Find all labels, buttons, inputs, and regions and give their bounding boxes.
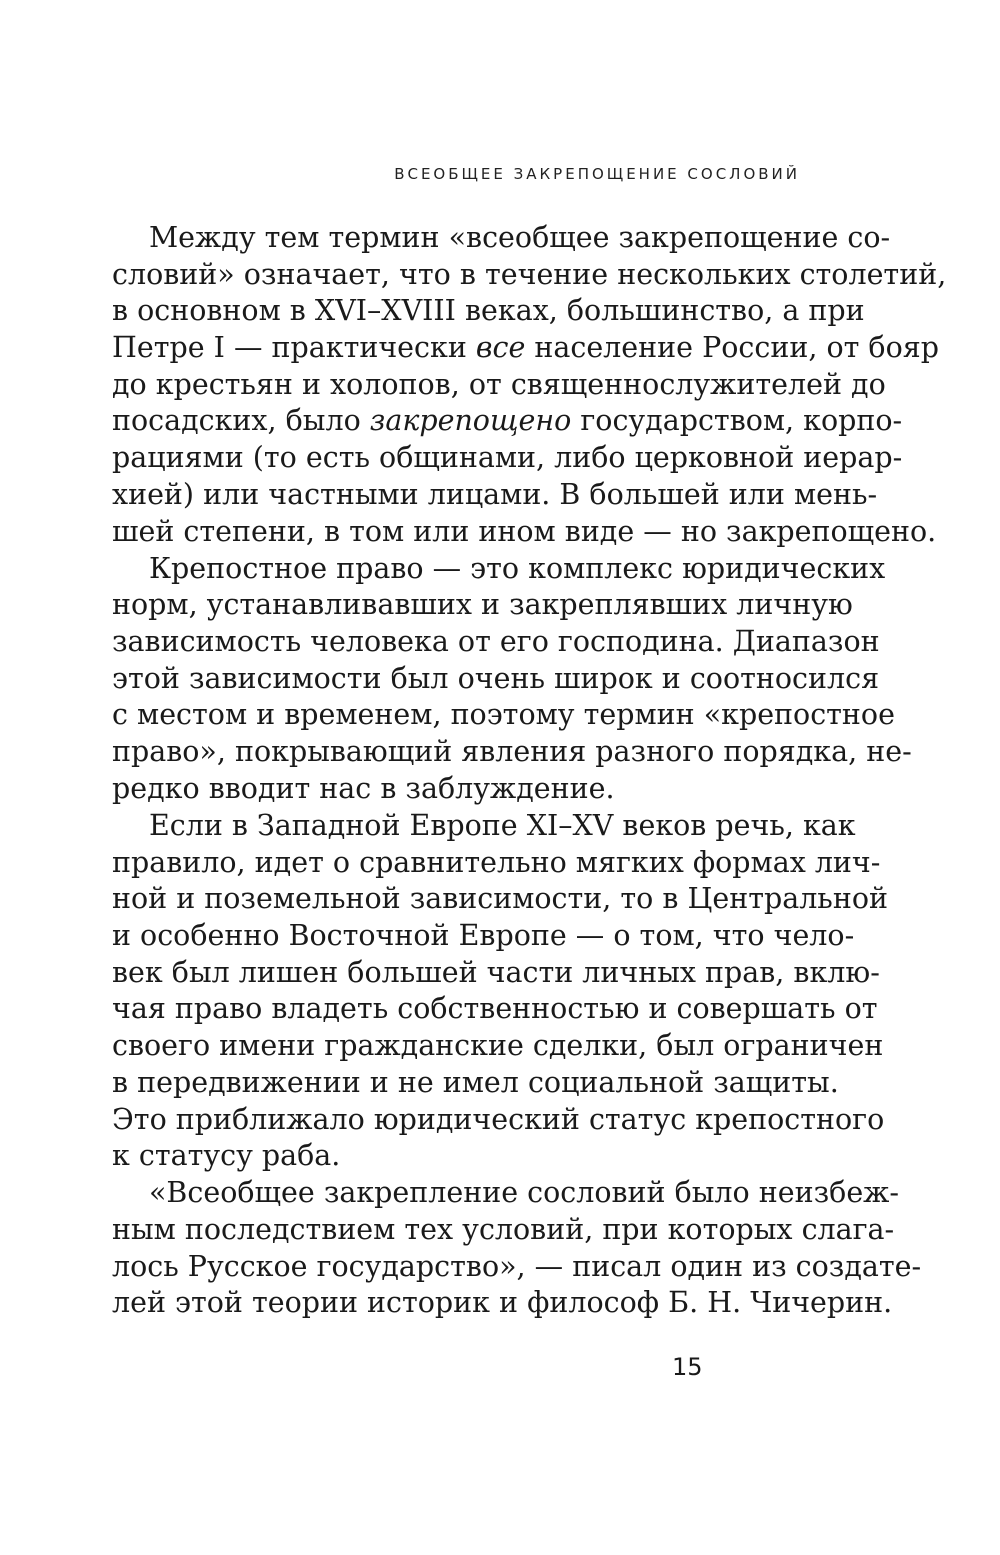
text-line (112, 918, 855, 955)
text-line (112, 1175, 900, 1212)
text-run: этой зависимости был очень широк и соотносился (112, 661, 880, 695)
text-line (112, 293, 865, 330)
text-line (112, 1138, 802, 1175)
emphasis: закрепощено (369, 404, 572, 438)
text-line (112, 587, 853, 624)
text-run: ной и поземельной зависимости, то в Центральной (112, 882, 888, 916)
text-line (112, 220, 891, 257)
text-run: право», покрывающий явления разного порядка, не- (112, 735, 912, 769)
text-run: до крестьян и холопов, от священнослужителей до (112, 367, 886, 401)
paragraph (112, 220, 947, 550)
text-run: «Всеобщее закрепление сословий было неизбеж- (149, 1176, 900, 1210)
paragraph (112, 551, 912, 808)
text-line (112, 367, 886, 404)
text-line (112, 1102, 885, 1139)
text-run: к статусу раба. (112, 1139, 341, 1173)
text-line (112, 845, 881, 882)
text-run: посадских, было (112, 404, 370, 438)
text-run: Между тем термин «всеобщее закрепощение со- (149, 221, 891, 254)
text-line (112, 1249, 922, 1286)
text-run: рациями (то есть общинами, либо церковной иерар- (112, 441, 903, 475)
text-run: Крепостное право — это комплекс юридических (149, 551, 886, 585)
text-run: правило, идет о сравнительно мягких формах лич- (112, 845, 881, 879)
text-run: редко вводит нас в заблуждение. (112, 771, 615, 805)
text-line (112, 661, 880, 698)
text-run: Если в Западной Европе XI–XV веков речь, как (149, 809, 856, 842)
text-line (112, 697, 895, 734)
paragraph (112, 1175, 922, 1322)
text-line (112, 257, 947, 294)
text-line (112, 808, 856, 845)
text-run: чая право владеть собственностью и совершать от (112, 992, 878, 1026)
text-run: шей степени, в том или ином виде — но закрепощено. (112, 514, 937, 548)
text-line (112, 624, 880, 661)
text-line (112, 514, 937, 551)
text-run: с местом и временем, поэтому термин «крепостное (112, 698, 895, 732)
text-line (112, 477, 878, 514)
text-line (112, 1212, 895, 1249)
page-number: 15 (672, 1353, 703, 1381)
text-run: Петре I — практически (112, 331, 476, 365)
text-run: Это приближало юридический статус крепостного (112, 1102, 885, 1136)
text-line (112, 881, 888, 918)
text-run: лось Русское государство», — писал один из создате- (112, 1249, 922, 1283)
running-head: ВСЕОБЩЕЕ ЗАКРЕПОЩЕНИЕ СОСЛОВИЙ (394, 165, 800, 183)
emphasis: все (475, 331, 526, 365)
text-run: в основном в XVI–XVIII веках, большинство, а при (112, 294, 865, 328)
text-line (112, 1065, 839, 1102)
text-line (112, 440, 903, 477)
text-run: норм, устанавливавших и закреплявших личную (112, 588, 853, 622)
text-run: век был лишен большей части личных прав, вклю- (112, 955, 880, 989)
text-run: население России, от бояр (525, 331, 939, 365)
text-run: лей этой теории историк и философ Б. Н. Чичерин. (112, 1286, 893, 1320)
text-line (112, 551, 886, 588)
paragraph (112, 808, 888, 1175)
text-run: в передвижении и не имел социальной защиты. (112, 1065, 839, 1099)
body-text (112, 220, 947, 1322)
text-line (112, 330, 939, 367)
text-run: зависимость человека от его господина. Диапазон (112, 625, 880, 659)
text-run: государством, корпо- (571, 404, 903, 438)
text-run: своего имени гражданские сделки, был ограничен (112, 1029, 884, 1063)
text-line (112, 771, 802, 808)
text-run: и особенно Восточной Европе — о том, что чело- (112, 919, 855, 953)
text-run: ным последствием тех условий, при которых слага- (112, 1213, 895, 1247)
text-line (112, 1028, 884, 1065)
text-line (112, 403, 903, 440)
text-line (112, 734, 912, 771)
text-run: словий» означает, что в течение нескольких столетий, (112, 257, 947, 291)
text-run: хией) или частными лицами. В большей или мень- (112, 477, 878, 511)
text-line (112, 1285, 893, 1322)
text-line (112, 955, 880, 992)
text-line (112, 991, 878, 1028)
